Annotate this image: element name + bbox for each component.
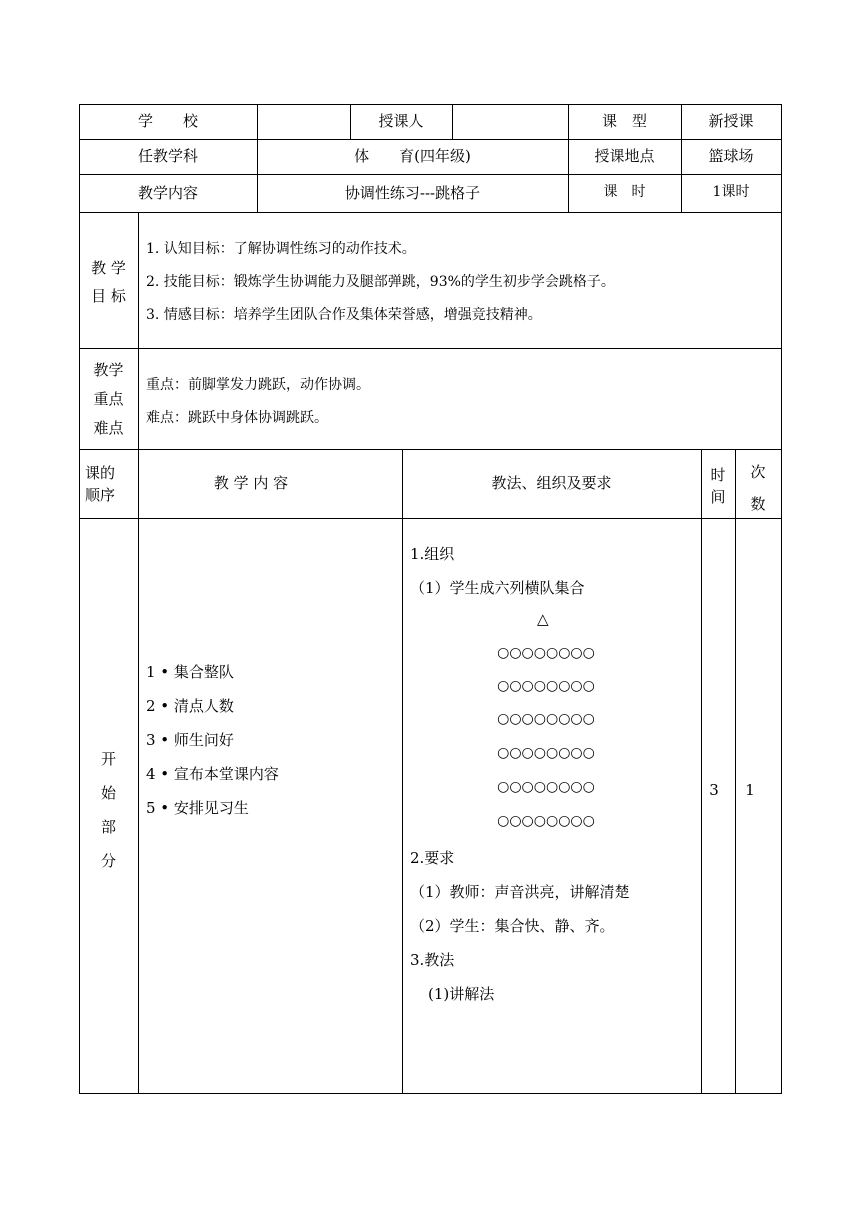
col-order-header — [79, 462, 144, 506]
formation-row: ○○○○○○○○ — [497, 813, 595, 829]
opening-item: 5 • 安排见习生 — [146, 799, 249, 817]
opening-label-char: 开 — [100, 750, 116, 768]
school-value — [257, 104, 350, 139]
opening-label-char: 部 — [100, 818, 116, 836]
method-org-item: （1）学生成六列横队集合 — [410, 579, 585, 597]
method-req-item: （2）学生：集合快、静、齐。 — [410, 917, 615, 935]
formation-row: ○○○○○○○○ — [497, 645, 595, 661]
grid-line — [138, 212, 139, 1094]
opening-time: 3 — [709, 780, 719, 799]
hours-value: 1课时 — [712, 184, 750, 201]
key-points-label-line: 难点 — [93, 419, 124, 437]
subject-label: 任教学科 — [137, 147, 198, 166]
objectives-label-line: 教 学 — [91, 259, 126, 277]
grid-line — [701, 449, 702, 1094]
lesson-type-value: 新授课 — [708, 112, 754, 131]
col-time-line: 时 — [710, 466, 726, 484]
teacher-label: 授课人 — [378, 112, 424, 131]
opening-item: 1 • 集合整队 — [146, 663, 234, 681]
col-method-header: 教法、组织及要求 — [491, 474, 612, 493]
teacher-triangle-icon: △ — [537, 610, 549, 628]
grid-line — [79, 348, 782, 349]
objective-item: 2. 技能目标：锻炼学生协调能力及腿部弹跳，93%的学生初步学会跳格子。 — [146, 274, 615, 290]
grid-line — [79, 518, 782, 519]
hours-label: 课 时 — [603, 184, 646, 201]
col-order-line: 顺序 — [85, 486, 116, 504]
opening-section-label — [79, 742, 138, 878]
school-label: 学 校 — [137, 112, 198, 131]
method-req-item: （1）教师：声音洪亮，讲解清楚 — [410, 883, 630, 901]
opening-item: 2 • 清点人数 — [146, 697, 234, 715]
col-time-line: 间 — [710, 488, 726, 506]
objectives-label — [79, 254, 138, 310]
formation-row: ○○○○○○○○ — [497, 745, 595, 761]
formation-row: ○○○○○○○○ — [497, 678, 595, 694]
teacher-value — [452, 104, 568, 139]
method-teach-title: 3.教法 — [410, 951, 455, 969]
key-points-label — [79, 356, 138, 443]
lesson-type-label: 课 型 — [601, 112, 647, 131]
col-count-line: 次 — [750, 463, 766, 481]
opening-label-char: 分 — [100, 852, 116, 870]
method-org-title: 1.组织 — [410, 545, 455, 563]
objectives-label-line: 目 标 — [91, 287, 126, 305]
place-value: 篮球场 — [708, 147, 754, 166]
grid-line — [402, 449, 403, 1094]
col-count-line: 数 — [750, 495, 766, 513]
opening-count: 1 — [745, 780, 755, 799]
grid-line — [79, 104, 80, 1094]
content-value: 协调性练习---跳格子 — [344, 183, 481, 202]
col-order-line: 课的 — [85, 464, 116, 482]
content-label: 教学内容 — [137, 183, 198, 202]
objective-item: 1. 认知目标：了解协调性练习的动作技术。 — [146, 241, 416, 257]
opening-label-char: 始 — [100, 784, 116, 802]
col-time-header — [701, 464, 735, 508]
method-req-title: 2.要求 — [410, 849, 455, 867]
place-label: 授课地点 — [594, 147, 655, 166]
difficulty-text: 难点：跳跃中身体协调跳跃。 — [146, 410, 328, 426]
formation-row: ○○○○○○○○ — [497, 779, 595, 795]
col-content-header: 教 学 内 容 — [213, 474, 289, 493]
opening-item: 3 • 师生问好 — [146, 731, 234, 749]
key-points-label-line: 教学 — [93, 361, 124, 379]
key-points-label-line: 重点 — [93, 390, 124, 408]
grid-line — [735, 449, 736, 1094]
key-point-text: 重点：前脚掌发力跳跃，动作协调。 — [146, 377, 370, 393]
grid-line — [781, 104, 782, 1094]
grid-line — [79, 212, 782, 213]
objective-item: 3. 情感目标：培养学生团队合作及集体荣誉感，增强竞技精神。 — [146, 307, 542, 323]
subject-value: 体 育(四年级) — [354, 147, 471, 166]
grid-line — [79, 1093, 782, 1094]
opening-item: 4 • 宣布本堂课内容 — [146, 765, 279, 783]
formation-row: ○○○○○○○○ — [497, 711, 595, 727]
method-teach-item: (1)讲解法 — [428, 985, 495, 1003]
col-count-header — [735, 456, 781, 520]
